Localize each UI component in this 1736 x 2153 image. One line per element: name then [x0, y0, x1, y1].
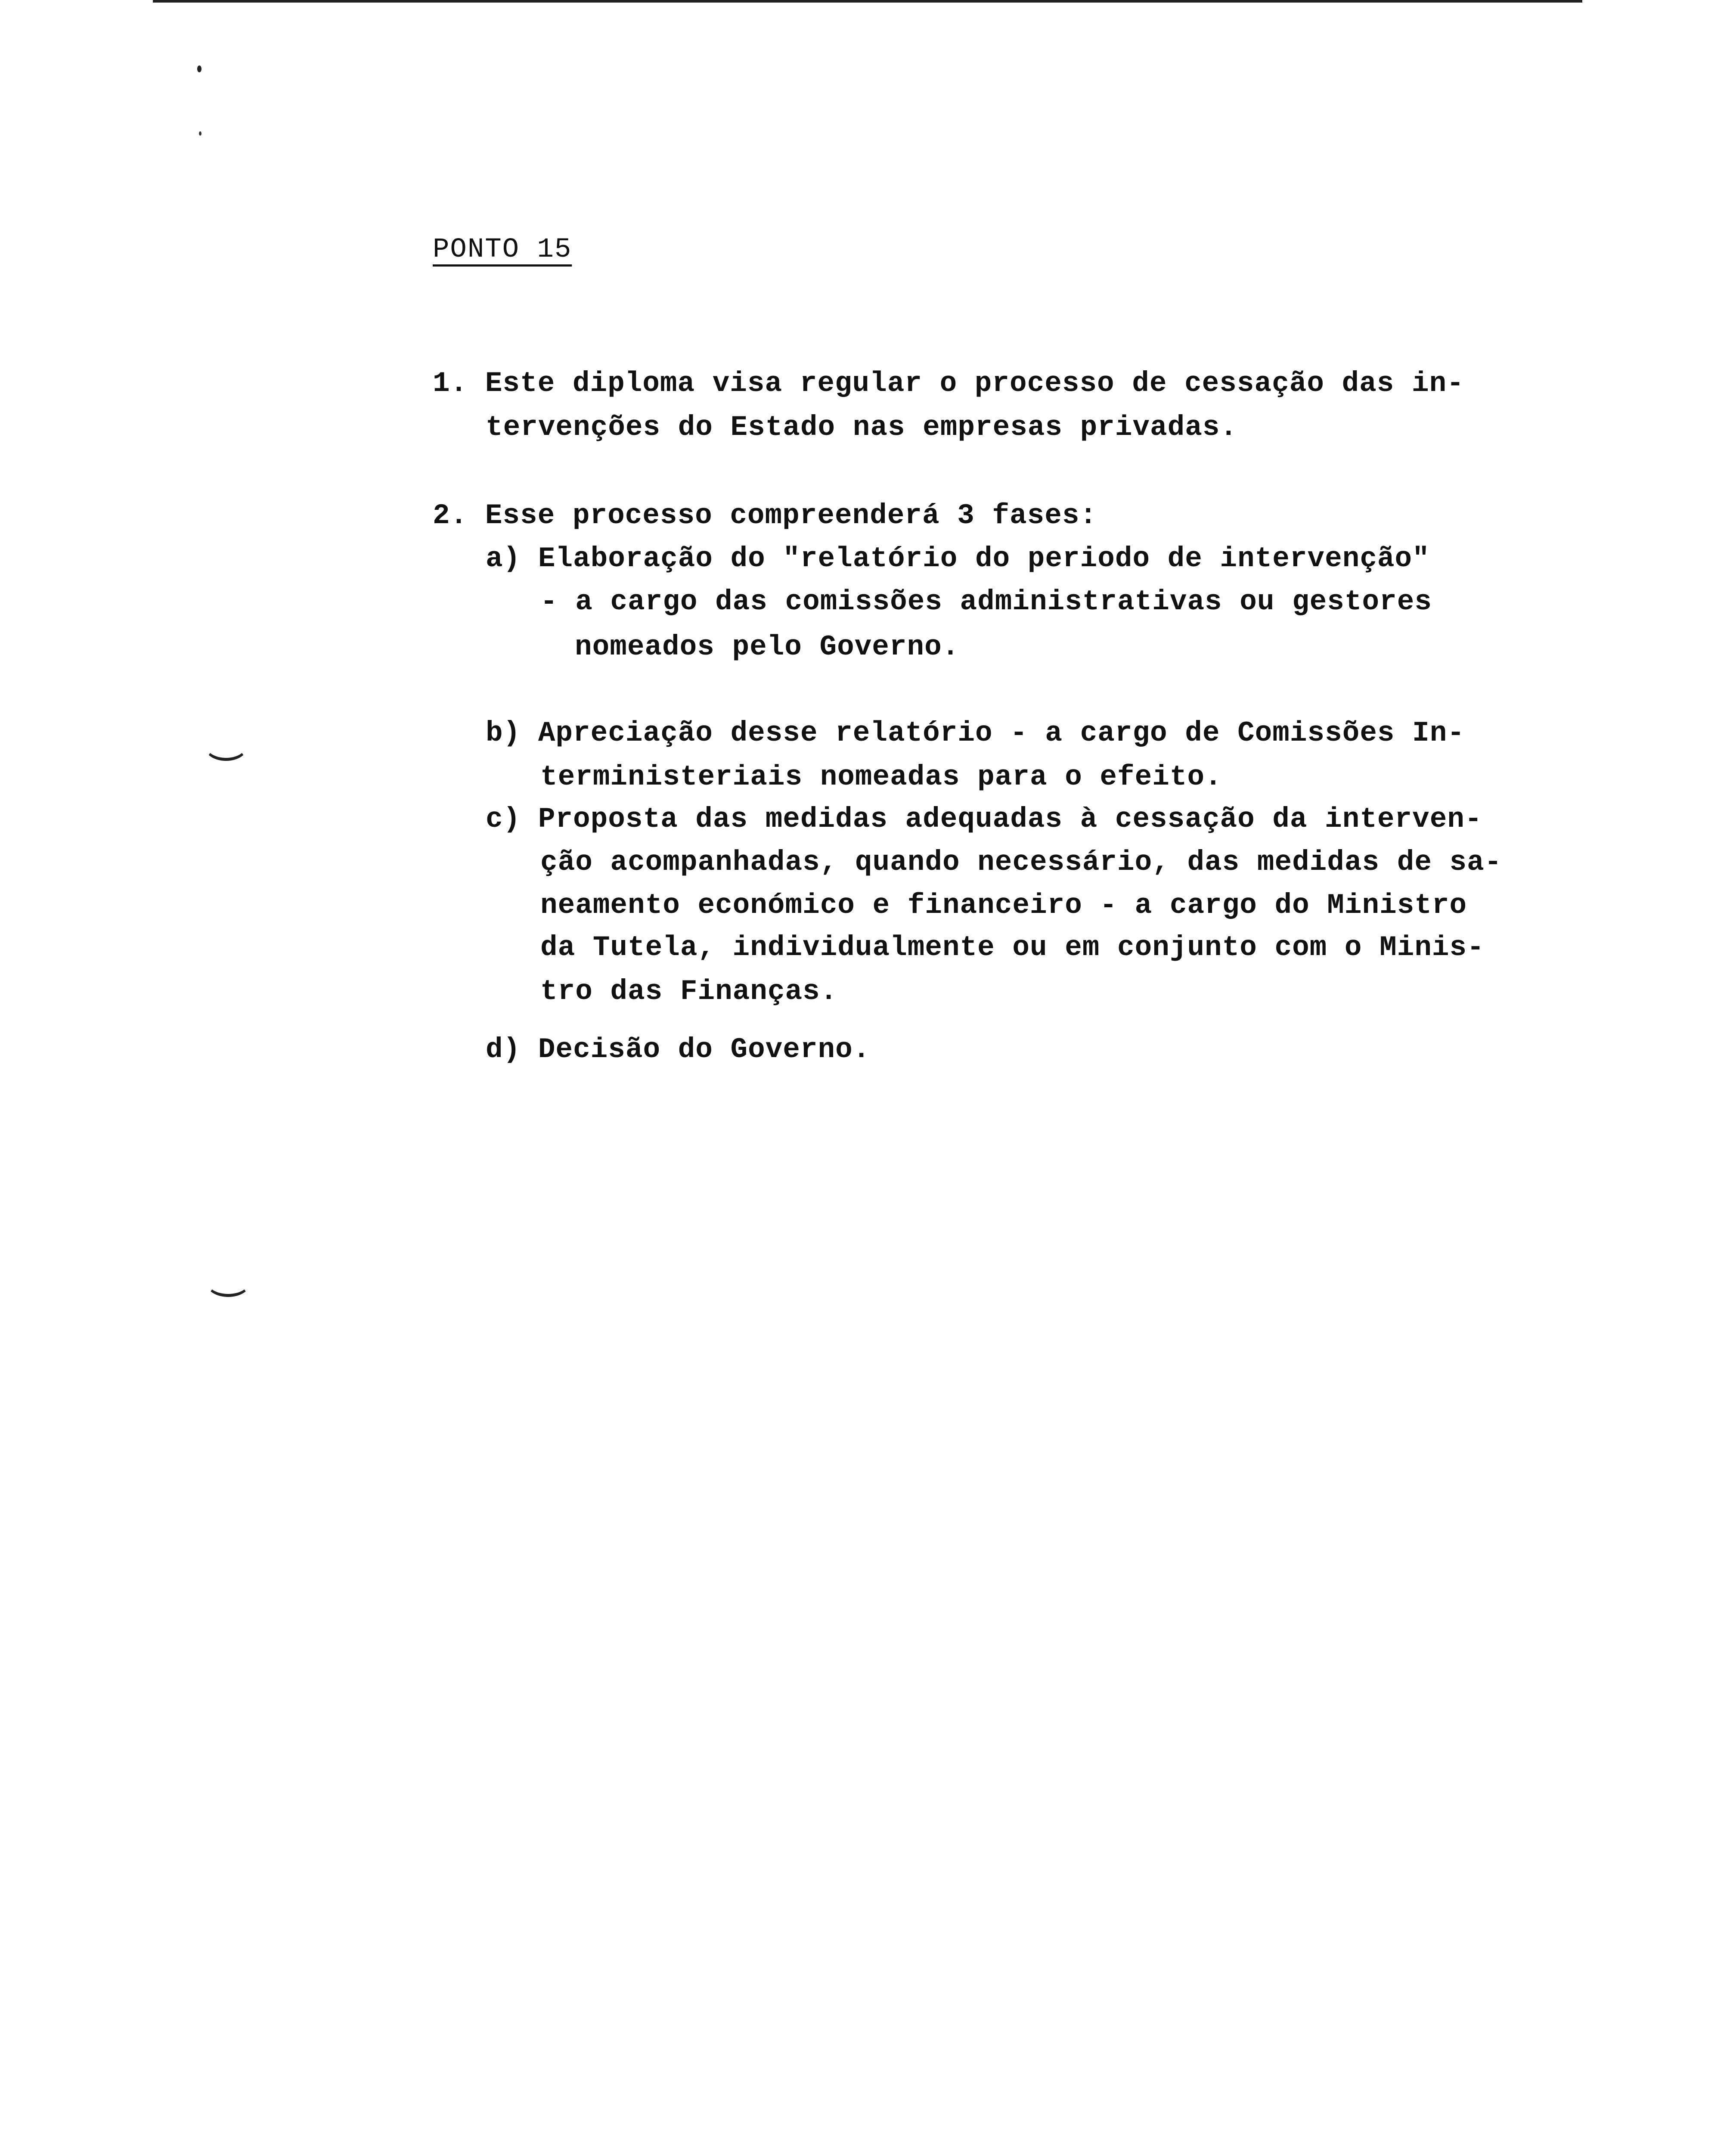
item-1-line-1: 1. Este diploma visa regular o processo de cessação das in-	[433, 367, 1464, 400]
subitem-b-line-2: terministeriais nomeadas para o efeito.	[540, 761, 1222, 793]
subitem-a-line-1: a) Elaboração do "relatório do periodo de intervenção"	[486, 543, 1430, 575]
item-2-line-1: 2. Esse processo compreenderá 3 fases:	[433, 499, 1097, 532]
subitem-c-line-2: ção acompanhadas, quando necessário, das medidas de sa-	[540, 846, 1502, 878]
subitem-c-line-3: neamento económico e financeiro - a cargo do Ministro	[540, 889, 1467, 921]
scan-mark	[197, 65, 202, 72]
subitem-c-line-4: da Tutela, individualmente ou em conjunto com o Minis-	[540, 931, 1485, 964]
subitem-c-line-1: c) Proposta das medidas adequadas à cessação da interven-	[486, 803, 1482, 835]
hole-punch-mark	[207, 1270, 250, 1297]
subitem-a-line-3: nomeados pelo Governo.	[575, 631, 960, 663]
top-border-rule	[153, 0, 1582, 3]
subitem-d-line-1: d) Decisão do Governo.	[486, 1033, 871, 1066]
subitem-b-line-1: b) Apreciação desse relatório - a cargo de Comissões In-	[486, 717, 1465, 749]
hole-punch-mark	[205, 732, 248, 761]
subitem-a-line-2: - a cargo das comissões administrativas ou gestores	[540, 586, 1432, 618]
item-1-line-2: tervenções do Estado nas empresas privadas.	[486, 411, 1238, 444]
subitem-c-line-5: tro das Finanças.	[540, 975, 838, 1008]
scan-mark	[199, 131, 202, 136]
document-heading: PONTO 15	[433, 234, 572, 265]
